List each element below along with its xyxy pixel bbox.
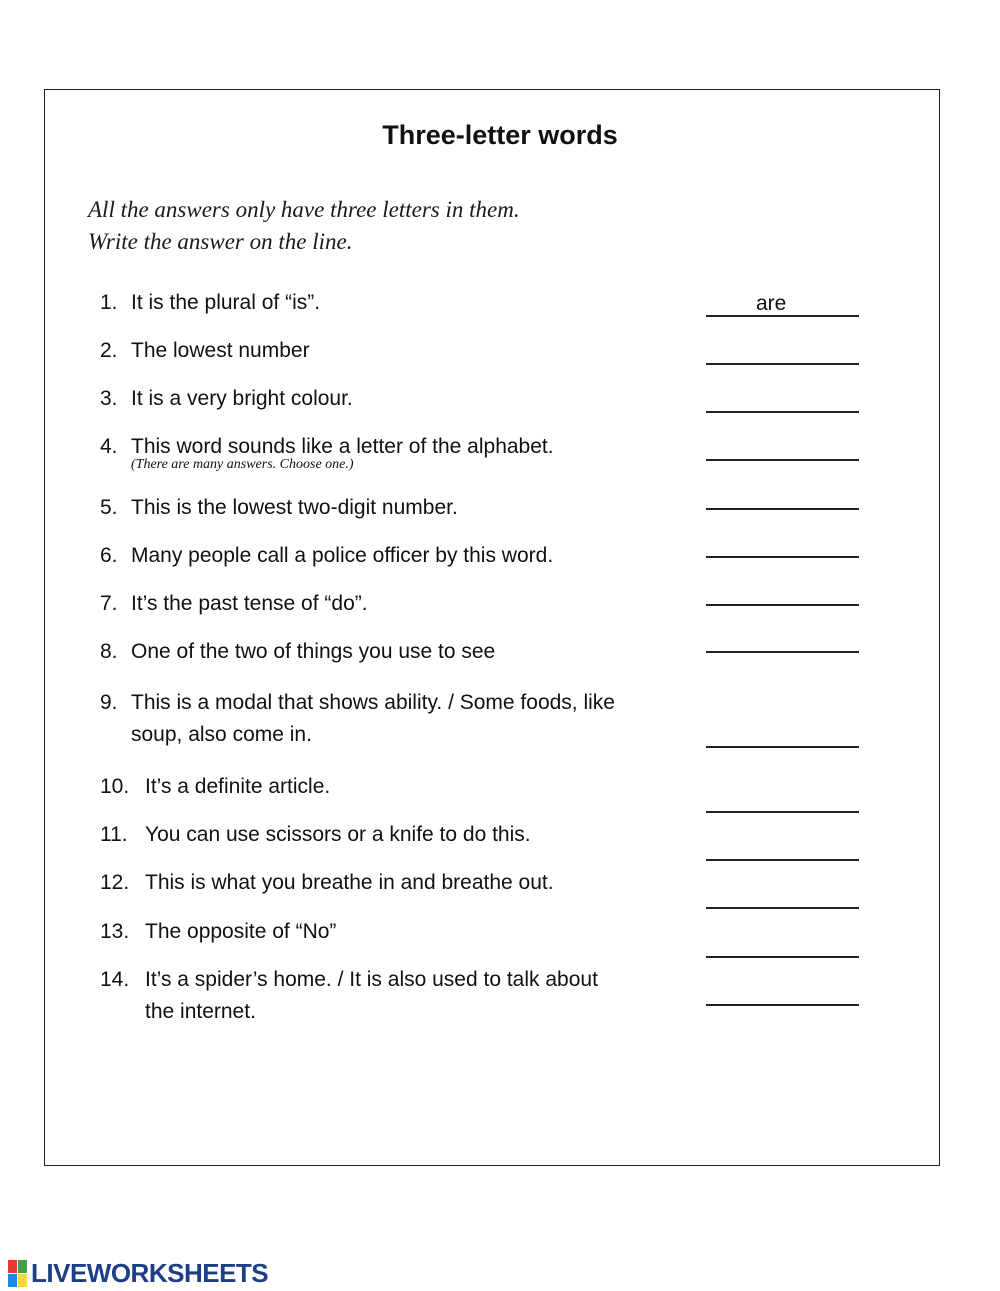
answer-blank-6[interactable] bbox=[706, 528, 859, 558]
question-item bbox=[100, 431, 700, 473]
question-item bbox=[100, 964, 700, 1028]
answer-text: are bbox=[756, 292, 787, 315]
answer-blank-2[interactable] bbox=[706, 335, 859, 365]
question-item bbox=[100, 916, 700, 948]
question-text: You can use scissors or a knife to do this. bbox=[145, 823, 531, 846]
instruction-line-2: Write the answer on the line. bbox=[88, 229, 353, 254]
logo-square-green bbox=[18, 1260, 27, 1273]
instruction-line-1: All the answers only have three letters in them. bbox=[88, 197, 520, 222]
answer-blank-12[interactable] bbox=[706, 879, 859, 909]
answer-blank-9[interactable] bbox=[706, 718, 859, 748]
worksheet-title: Three-letter words bbox=[382, 120, 618, 150]
answer-blank-11[interactable] bbox=[706, 831, 859, 861]
question-number: 4. bbox=[100, 435, 118, 458]
question-item bbox=[100, 687, 700, 751]
liveworksheets-logo[interactable] bbox=[8, 1258, 268, 1288]
question-number: 9. bbox=[100, 691, 118, 714]
question-number: 1. bbox=[100, 291, 118, 314]
question-text: This word sounds like a letter of the alphabet. bbox=[131, 435, 554, 458]
answer-blank-1[interactable] bbox=[706, 287, 859, 317]
question-item bbox=[100, 771, 700, 803]
question-text-line-2: soup, also come in. bbox=[131, 723, 312, 746]
question-text: This is what you breathe in and breathe out. bbox=[145, 871, 554, 894]
question-text: It’s the past tense of “do”. bbox=[131, 592, 368, 615]
question-text-line-2: the internet. bbox=[145, 1000, 256, 1023]
question-text: It’s a definite article. bbox=[145, 775, 331, 798]
logo-square-yellow bbox=[18, 1274, 27, 1287]
question-text-line-1: This is a modal that shows ability. / Some foods, like bbox=[131, 691, 615, 714]
answer-blank-14[interactable] bbox=[706, 976, 859, 1006]
question-item bbox=[100, 588, 700, 620]
question-number: 3. bbox=[100, 387, 118, 410]
question-text: It is the plural of “is”. bbox=[131, 291, 321, 314]
question-number: 8. bbox=[100, 640, 118, 663]
logo-square-blue bbox=[8, 1274, 17, 1287]
answer-blank-8[interactable] bbox=[706, 623, 859, 653]
question-item bbox=[100, 540, 700, 572]
question-note: (There are many answers. Choose one.) bbox=[131, 457, 354, 472]
question-number: 2. bbox=[100, 339, 118, 362]
question-number: 11. bbox=[100, 823, 128, 846]
question-text: Many people call a police officer by this word. bbox=[131, 544, 554, 567]
question-item bbox=[100, 383, 700, 415]
logo-square-red bbox=[8, 1260, 17, 1273]
question-number: 6. bbox=[100, 544, 118, 567]
question-item bbox=[100, 287, 700, 319]
question-item bbox=[100, 492, 700, 524]
logo-text: LIVEWORKSHEETS bbox=[31, 1257, 269, 1288]
question-item bbox=[100, 636, 700, 668]
answer-blank-13[interactable] bbox=[706, 928, 859, 958]
answer-blank-3[interactable] bbox=[706, 383, 859, 413]
question-item bbox=[100, 867, 700, 899]
question-number: 13. bbox=[100, 920, 130, 943]
question-text-line-1: It’s a spider’s home. / It is also used to talk about bbox=[145, 968, 598, 991]
answer-blank-10[interactable] bbox=[706, 783, 859, 813]
logo-mark-icon bbox=[8, 1260, 27, 1287]
question-number: 12. bbox=[100, 871, 130, 894]
question-text: This is the lowest two-digit number. bbox=[131, 496, 458, 519]
answer-blank-7[interactable] bbox=[706, 576, 859, 606]
question-item bbox=[100, 335, 700, 367]
question-text: The lowest number bbox=[131, 339, 310, 362]
question-text: It is a very bright colour. bbox=[131, 387, 353, 410]
answer-blank-5[interactable] bbox=[706, 480, 859, 510]
question-text: One of the two of things you use to see bbox=[131, 640, 496, 663]
question-text: The opposite of “No” bbox=[145, 920, 337, 943]
question-item bbox=[100, 819, 700, 851]
question-number: 10. bbox=[100, 775, 130, 798]
question-number: 5. bbox=[100, 496, 118, 519]
question-number: 7. bbox=[100, 592, 118, 615]
answer-blank-4[interactable] bbox=[706, 431, 859, 461]
question-number: 14. bbox=[100, 968, 130, 991]
